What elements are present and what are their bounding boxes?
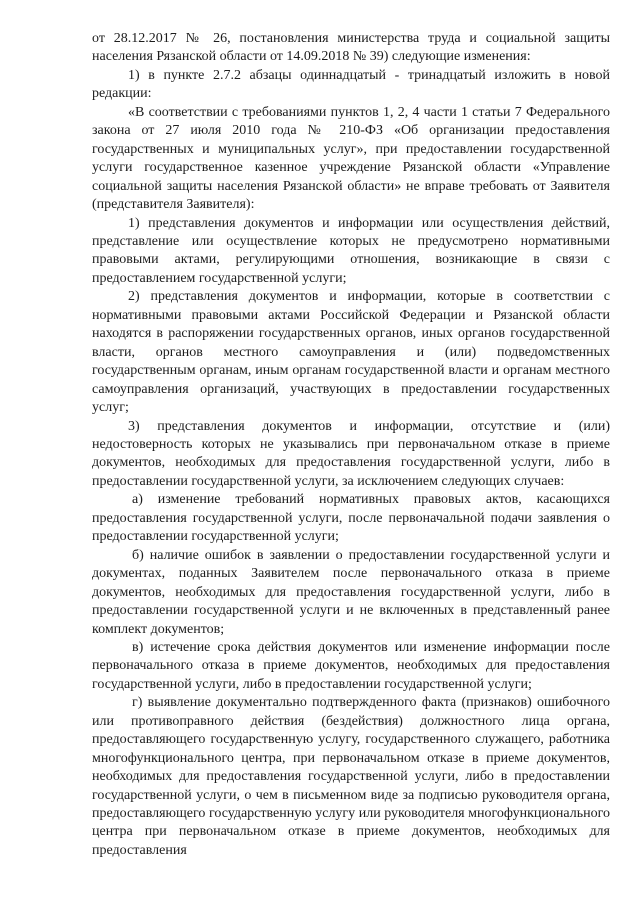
intro-paragraph: от 28.12.2017 № 26, постановления министерства труда и социальной защиты населения Рязанской области от 14.09.2018 № 39) следующие изменения: [92, 31, 610, 65]
quoted-clause-intro: «В соответствии с требованиями пунктов 1, 2, 4 части 1 статьи 7 Федерального закона от 27 июля 2010 года № 210-ФЗ «Об организации предоставления государственных и муниципальных услуг», при предоставлении государственной услуги государственное казенное учреждение Рязанской области «Управление социальной защиты населения Рязанской области» не вправе требовать от Заявителя (представителя Заявителя): [92, 104, 610, 213]
subclause-3: 3) представления документов и информации, отсутствие и (или) недостоверность которых не указывались при первоначальном отказе в приеме документов, необходимых для предоставления государственной услуги, либо в предоставлении государственной услуги, за исключением следующих случаев: [92, 418, 610, 489]
case-v: в) истечение срока действия документов или изменение информации после первоначального отказа в приеме документов, необходимых для предоставления государственной услуги, либо в предоставлении государственной услуги; [92, 639, 610, 692]
document-page [92, 30, 610, 860]
amendment-item-1: 1) в пункте 2.7.2 абзацы одиннадцатый - тринадцатый изложить в новой редакции: [92, 67, 610, 102]
subclause-2: 2) представления документов и информации, которые в соответствии с нормативными правовыми актами Российской Федерации и Рязанской области находятся в распоряжении государственных органов, иных органов государственной власти, органов местного самоуправления и (или) подведомственных государственным органам, иным органам государственной власти и органам местного самоуправления организаций, участвующих в предоставлении государственных услуг; [92, 289, 610, 416]
case-b: б) наличие ошибок в заявлении о предоставлении государственной услуги и документах, поданных Заявителем после первоначального отказа в приеме документов, необходимых для предоставления государственной услуги, либо в предоставлении государственной услуги и не включенных в представленный ранее комплект документов; [92, 547, 610, 637]
case-a: а) изменение требований нормативных правовых актов, касающихся предоставления государственной услуги, после первоначальной подачи заявления о предоставлении государственной услуги; [92, 492, 610, 545]
subclause-1: 1) представления документов и информации или осуществления действий, представление или осуществление которых не предусмотрено нормативными правовыми актами, регулирующими отношения, возникающие в связи с предоставлением государственной услуги; [92, 215, 610, 286]
case-g: г) выявление документально подтвержденного факта (признаков) ошибочного или противоправного действия (бездействия) должностного лица органа, предоставляющего государственную услугу, государственного служащего, работника многофункционального центра, при первоначальном отказе в приеме документов, необходимых для предоставления государственной услуги, либо в предоставлении государственной услуги, о чем в письменном виде за подписью руководителя органа, предоставляющего государственную услугу или руководителя многофункционального центра при первоначальном отказе в приеме документов, необходимых для предоставления [92, 695, 610, 858]
